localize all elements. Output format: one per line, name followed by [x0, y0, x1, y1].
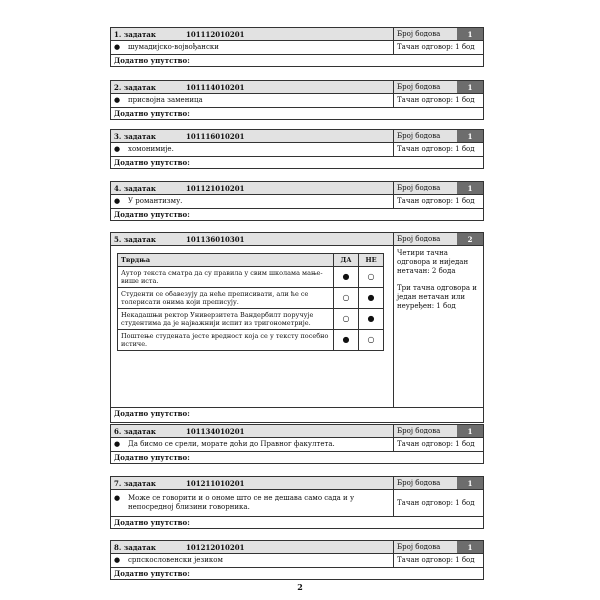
points-label: Број бодова [397, 427, 441, 435]
task5-body [111, 246, 483, 408]
points-badge: 1 [457, 425, 483, 437]
task-code: 101116010201 [186, 131, 245, 141]
points-label: Број бодова [397, 132, 441, 140]
task-1 [110, 27, 484, 67]
task-number: 4. задатак [114, 183, 156, 193]
points-badge: 1 [457, 541, 483, 553]
scoring-text: Тачан одговор: 1 бод [397, 96, 475, 104]
task-number: 7. задатак [114, 478, 156, 488]
yes-mark: ○ [334, 309, 359, 330]
answer-row [111, 438, 483, 452]
no-mark: ○ [359, 267, 384, 288]
points-badge: 1 [457, 81, 483, 93]
answer-row [111, 490, 483, 517]
yes-mark: ● [334, 330, 359, 351]
points-label: Број бодова [397, 543, 441, 551]
statement-text: Поштење студената јесте вредност која се у тексту посебно истиче. [118, 330, 334, 351]
yes-mark: ● [334, 267, 359, 288]
points-label: Број бодова [397, 235, 441, 243]
task-code: 101114010201 [186, 82, 245, 92]
task-header [111, 541, 483, 554]
task-6 [110, 424, 484, 464]
scoring-text: Тачан одговор: 1 бод [397, 197, 475, 205]
statement-row [118, 267, 384, 288]
task-code: 101112010201 [186, 29, 245, 39]
no-mark: ○ [359, 330, 384, 351]
task-number: 3. задатак [114, 131, 156, 141]
statement-text: Некадашњи ректор Универзитета Вандербилт поручује студентима да је најважнији испит из тригонометрије. [118, 309, 334, 330]
task-5 [110, 232, 484, 423]
additional-instructions: Додатно упутство: [114, 409, 190, 418]
task-number: 6. задатак [114, 426, 156, 436]
task-code: 101212010201 [186, 542, 245, 552]
bullet-icon: ● [114, 145, 121, 153]
answer-text: присвојна заменица [128, 96, 203, 104]
statements-panel [111, 246, 394, 407]
bullet-icon: ● [114, 440, 121, 448]
statement-row [118, 309, 384, 330]
task-header [111, 130, 483, 143]
no-column-header: НЕ [359, 254, 384, 267]
task-code: 101121010201 [186, 183, 245, 193]
statement-row [118, 330, 384, 351]
task-header [111, 425, 483, 438]
task-header [111, 81, 483, 94]
task-code: 101134010201 [186, 426, 245, 436]
answer-text: Може се говорити и о ономе што се не дешава само сада и у непосредној близини говорника. [128, 494, 355, 511]
task-3 [110, 129, 484, 169]
additional-instructions: Додатно упутство: [114, 453, 190, 462]
bullet-icon: ● [114, 43, 121, 51]
scoring-rule-full: Четири тачна одговора и ниједан нетачан: 2 бода [397, 249, 469, 275]
task-number: 8. задатак [114, 542, 156, 552]
statements-header-row [118, 254, 384, 267]
statements-table [117, 253, 384, 351]
bullet-icon: ● [114, 197, 121, 205]
scoring-text: Тачан одговор: 1 бод [397, 440, 475, 448]
bullet-icon: ● [114, 556, 121, 564]
points-badge: 1 [457, 28, 483, 40]
answer-text: Да бисмо се срели, морате доћи до Правног факултета. [128, 440, 335, 448]
task-2 [110, 80, 484, 120]
additional-instructions: Додатно упутство: [114, 518, 190, 527]
task-header [111, 182, 483, 195]
points-label: Број бодова [397, 83, 441, 91]
scoring-text: Тачан одговор: 1 бод [397, 556, 475, 564]
no-mark: ● [359, 309, 384, 330]
answer-text: шумадијско-војвођански [128, 43, 219, 51]
points-label: Број бодова [397, 184, 441, 192]
statement-row [118, 288, 384, 309]
bullet-icon: ● [114, 96, 121, 104]
answer-text: српскословенски језиком [128, 556, 223, 564]
yes-column-header: ДА [334, 254, 359, 267]
additional-instructions: Додатно упутство: [114, 158, 190, 167]
task-header [111, 477, 483, 490]
answer-row [111, 94, 483, 108]
task-code: 101136010301 [186, 234, 245, 244]
page-number: 2 [297, 582, 303, 592]
task-number: 1. задатак [114, 29, 156, 39]
statement-text: Аутор текста сматра да су правила у свим школама мање-више иста. [118, 267, 334, 288]
answer-text: хомонимије. [128, 145, 174, 153]
yes-mark: ○ [334, 288, 359, 309]
task-header [111, 28, 483, 41]
task-7 [110, 476, 484, 529]
bullet-icon: ● [114, 494, 121, 502]
answer-row [111, 41, 483, 55]
additional-instructions: Додатно упутство: [114, 109, 190, 118]
answer-row [111, 554, 483, 568]
scoring-text: Тачан одговор: 1 бод [397, 43, 475, 51]
additional-instructions: Додатно упутство: [114, 210, 190, 219]
points-badge: 1 [457, 477, 483, 489]
answer-text: У романтизму. [128, 197, 183, 205]
points-label: Број бодова [397, 30, 441, 38]
statement-column-header: Тврдња [118, 254, 334, 267]
additional-instructions: Додатно упутство: [114, 569, 190, 578]
task-8 [110, 540, 484, 580]
points-label: Број бодова [397, 479, 441, 487]
no-mark: ● [359, 288, 384, 309]
statement-text: Студенти се обавезују да неће преписивати, али ће се толерисати онима који преписују. [118, 288, 334, 309]
points-badge: 2 [457, 233, 483, 245]
task-code: 101211010201 [186, 478, 245, 488]
points-badge: 1 [457, 182, 483, 194]
task-header [111, 233, 483, 246]
scoring-rule-partial: Три тачна одговора и један нетачан или неуређен: 1 бод [397, 284, 477, 310]
points-badge: 1 [457, 130, 483, 142]
task5-scoring [394, 246, 483, 407]
scoring-text: Тачан одговор: 1 бод [397, 145, 475, 153]
scoring-text: Тачан одговор: 1 бод [397, 498, 475, 507]
answer-row [111, 195, 483, 209]
task-4 [110, 181, 484, 221]
task-number: 2. задатак [114, 82, 156, 92]
additional-instructions: Додатно упутство: [114, 56, 190, 65]
task-number: 5. задатак [114, 234, 156, 244]
answer-row [111, 143, 483, 157]
